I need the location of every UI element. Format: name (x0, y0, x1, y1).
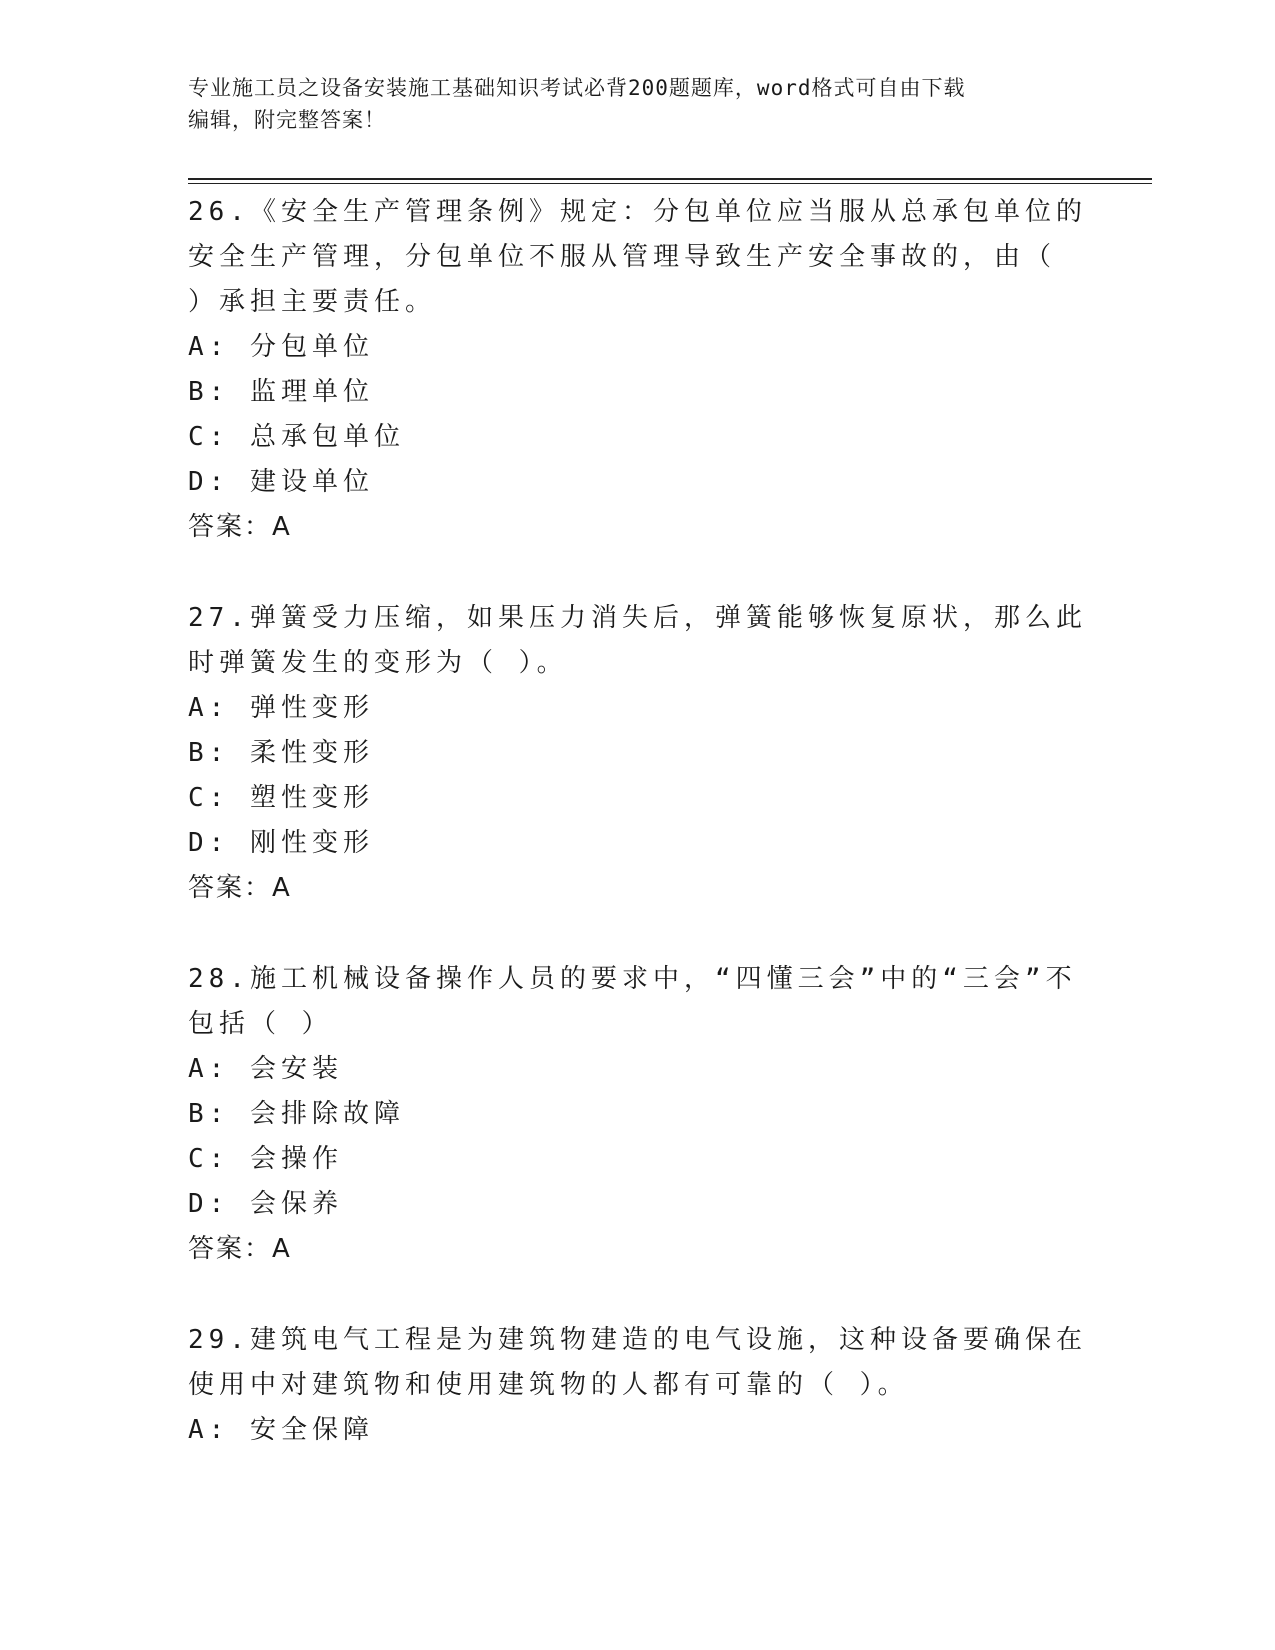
option-a: A: 弹性变形 (188, 693, 374, 723)
header-divider-thick (188, 178, 1152, 180)
header-divider-thin (188, 183, 1152, 184)
option-d: D: 会保养 (188, 1189, 343, 1219)
option-b: B: 监理单位 (188, 377, 374, 407)
question-stem: 26.《安全生产管理条例》规定：分包单位应当服从总承包单位的安全生产管理，分包单位不服从管理导致生产安全事故的，由（ ）承担主要责任。 (188, 197, 1087, 317)
question-29 (188, 1318, 1088, 1453)
question-stem: 29.建筑电气工程是为建筑物建造的电气设施，这种设备要确保在使用中对建筑物和使用建筑物的人都有可靠的（ ）。 (188, 1325, 1087, 1400)
header-title-line-2: 编辑，附完整答案！ (188, 108, 386, 132)
option-b: B: 柔性变形 (188, 738, 374, 768)
option-a: A: 会安装 (188, 1054, 343, 1084)
answer-text: 答案：A (188, 512, 292, 542)
option-c: C: 会操作 (188, 1144, 343, 1174)
question-stem: 27.弹簧受力压缩，如果压力消失后，弹簧能够恢复原状，那么此时弹簧发生的变形为（ ）。 (188, 603, 1087, 678)
option-a: A: 安全保障 (188, 1415, 374, 1445)
document-header (188, 72, 1068, 136)
option-c: C: 塑性变形 (188, 783, 374, 813)
question-list (188, 190, 1088, 1499)
option-d: D: 建设单位 (188, 467, 374, 497)
question-28 (188, 957, 1088, 1272)
answer-text: 答案：A (188, 873, 292, 903)
header-title-line-1: 专业施工员之设备安装施工基础知识考试必背200题题库，word格式可自由下载 (188, 76, 966, 100)
option-b: B: 会排除故障 (188, 1099, 405, 1129)
question-stem: 28.施工机械设备操作人员的要求中，“四懂三会”中的“三会”不包括（ ） (188, 964, 1077, 1039)
option-d: D: 刚性变形 (188, 828, 374, 858)
question-26 (188, 190, 1088, 550)
option-a: A: 分包单位 (188, 332, 374, 362)
option-c: C: 总承包单位 (188, 422, 405, 452)
answer-text: 答案：A (188, 1234, 292, 1264)
question-27 (188, 596, 1088, 911)
